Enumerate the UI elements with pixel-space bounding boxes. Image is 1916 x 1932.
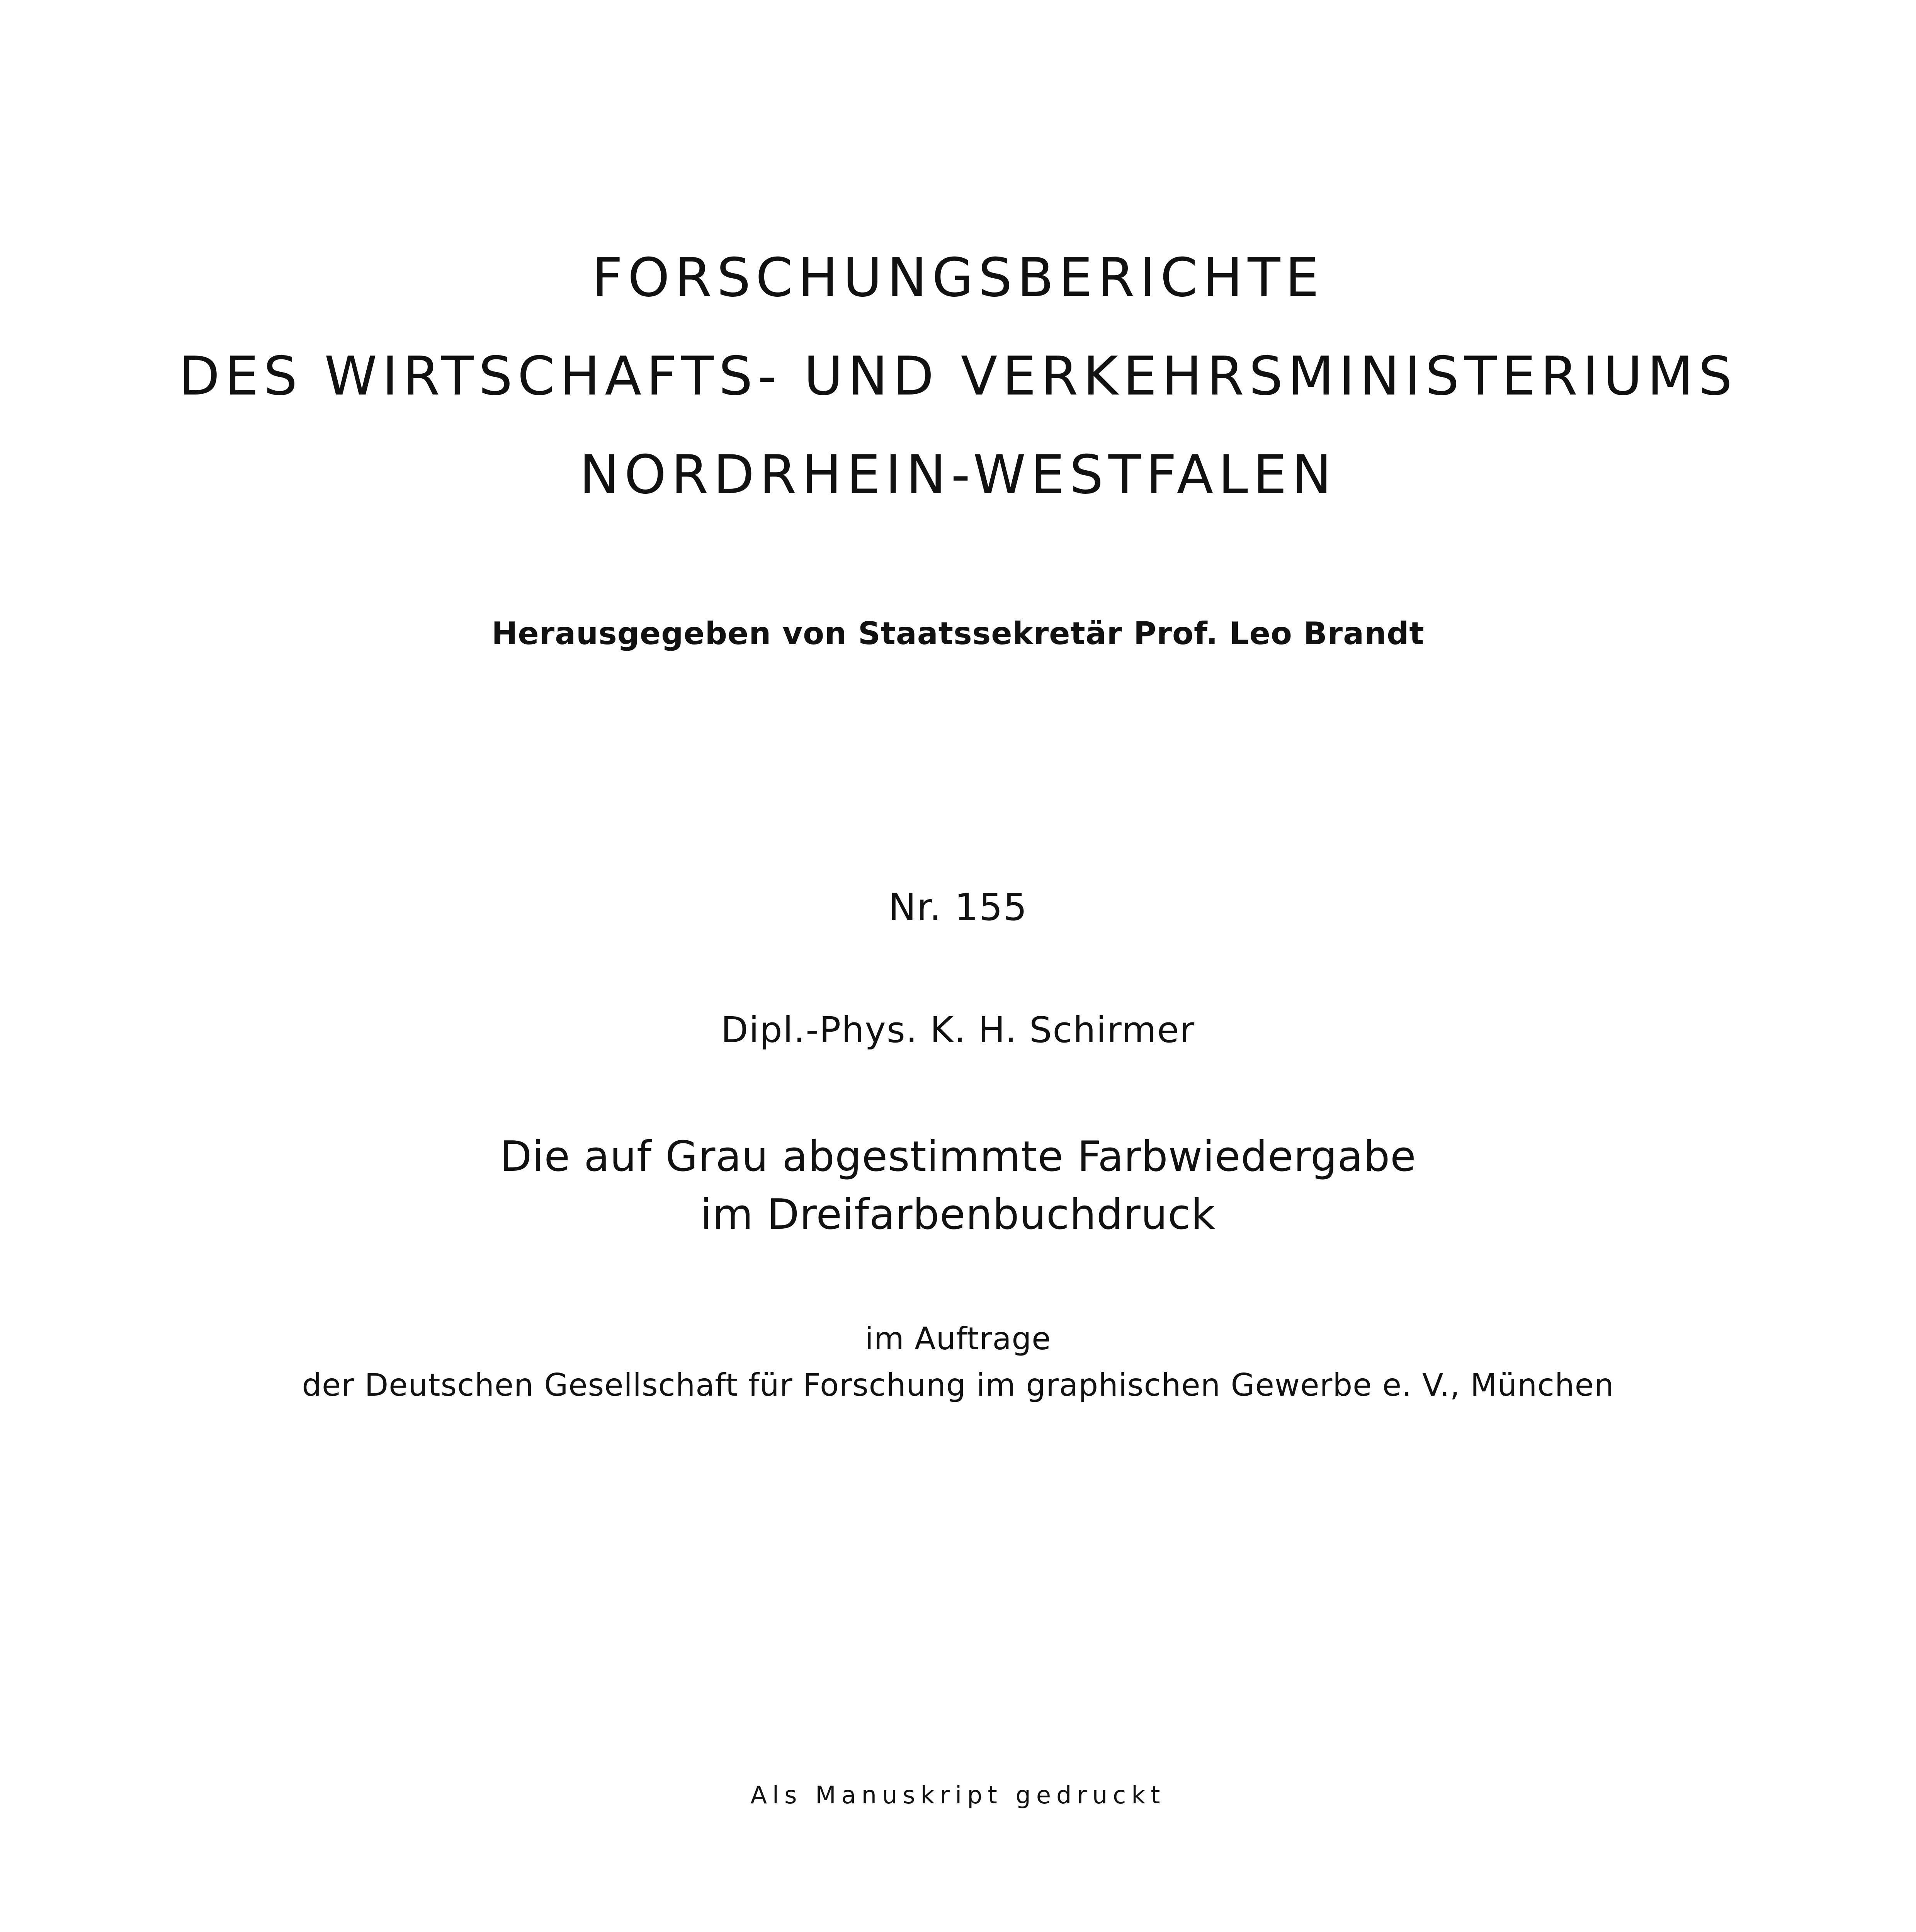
report-title-line-1: Die auf Grau abgestimmte Farbwiedergabe [500, 1133, 1416, 1181]
manuscript-note: Als Manuskript gedruckt [750, 1781, 1166, 1809]
author: Dipl.-Phys. K. H. Schirmer [721, 1009, 1195, 1051]
editor-note: Herausgegeben von Staatssekretär Prof. Leo Brandt [491, 616, 1425, 651]
report-title-line-2: im Dreifarbenbuchdruck [700, 1190, 1216, 1239]
commission-line-1: im Auftrage [865, 1321, 1051, 1357]
report-number: Nr. 155 [888, 886, 1028, 929]
commission-line-2: der Deutschen Gesellschaft für Forschung im graphischen Gewerbe e. V., München [302, 1367, 1614, 1403]
series-title-line-2: DES WIRTSCHAFTS- UND VERKEHRSMINISTERIUMS [179, 345, 1737, 407]
series-title-line-3: NORDRHEIN-WESTFALEN [579, 444, 1337, 506]
series-title-line-1: FORSCHUNGSBERICHTE [592, 247, 1324, 309]
